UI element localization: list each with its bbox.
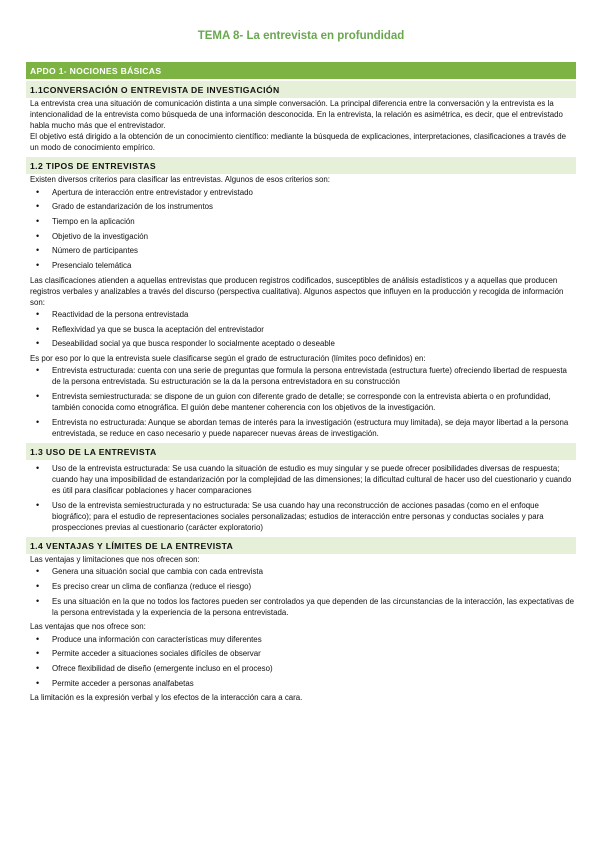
uses-list [26,463,576,533]
section-heading-1-4: 1.4 VENTAJAS Y LÍMITES DE LA ENTREVISTA [26,537,576,554]
list-item: • Presencialo telemática [26,260,576,271]
section-heading-1-3: 1.3 USO DE LA ENTREVISTA [26,443,576,460]
advantages-list [26,634,576,689]
apdo-header: APDO 1- NOCIONES BÁSICAS [26,62,576,79]
paragraph: Las clasificaciones atienden a aquellas entrevistas que producen registros codificados, susceptibles de análisis estadísticos y a aquellas que producen registros verbales y analizables a través del discurso (perspectiva cualitativa). Algunos aspectos que influyen en la producción y recogida de información son: [30,275,564,307]
list-item: • Entrevista semiestructurada: se dispone de un guion con diferente grado de detalle; se corresponde con la entrevista abierta o en profundidad, también conocida como etnográfica. El guión debe mantener coherencia con los objetivos de la investigación. [26,391,576,413]
document-title: TEMA 8- La entrevista en profundidad [197,30,405,42]
list-item: • Permite acceder a personas analfabetas [26,678,576,689]
section-heading-1-2: 1.2 TIPOS DE ENTREVISTAS [26,157,576,174]
list-item: • Grado de estandarización de los instrumentos [26,201,576,212]
list-item: • Apertura de interacción entre entrevistador y entrevistado [26,187,576,198]
paragraph: Las ventajas y limitaciones que nos ofrecen son: [30,555,200,565]
list-item: • Uso de la entrevista semiestructurada y no estructurada: Se usa cuando hay una reconstrucción de acciones pasadas (como en el enfoque biográfico); para el estudio de representaciones sociales personalizadas; estudios de interacción entre personas y conductas sociales y para prospecciones previas al cuestionario (carácter exploratorio) [26,500,576,533]
list-item: • Reactividad de la persona entrevistada [26,309,576,320]
list-item: • Número de participantes [26,245,576,256]
document-page [26,0,576,703]
list-item: • Es una situación en la que no todos los factores pueden ser controlados ya que dependen de las circunstancias de la interacción, las expectativas de la persona entrevistada y la experiencia de la persona entrevistada. [26,596,576,618]
list-item: • Tiempo en la aplicación [26,216,576,227]
section-heading-1-1: 1.1CONVERSACIÓN O ENTREVISTA DE INVESTIGACIÓN [26,81,576,98]
list-item: • Ofrece flexibilidad de diseño (emergente incluso en el proceso) [26,663,576,674]
aspects-list [26,309,576,349]
limits-list [26,566,576,618]
list-item: • Uso de la entrevista estructurada: Se usa cuando la situación de estudio es muy singular y se puede ofrecer posibilidades diversas de respuesta; cuando hay una imposibilidad de estandarización por la complejidad de las dimensiones; la dificultad cultural de hacer uso del cuestionario y cuando es útil para clasificar poblaciones y hacer comparaciones [26,463,576,496]
types-list [26,365,576,439]
paragraph: Es por eso por lo que la entrevista suele clasificarse según el grado de estructuración (límites poco definidos) en: [30,354,426,364]
paragraph: El objetivo está dirigido a la obtención de un conocimiento científico: mediante la búsqueda de explicaciones, interpretaciones, clasificaciones a través de un modo de conocimiento empírico. [30,132,567,153]
list-item: • Reflexividad ya que se busca la aceptación del entrevistador [26,324,576,335]
list-item: • Deseabilidad social ya que busca responder lo socialmente aceptado o deseable [26,338,576,349]
paragraph: Existen diversos criterios para clasificar las entrevistas. Algunos de esos criterios son: [30,175,330,185]
list-item: • Entrevista estructurada: cuenta con una serie de preguntas que formula la persona entrevistada (estructura fuerte) ofreciendo libertad de respuesta de la persona entrevistada. Su estructuración se la da la persona entrevistadora en su construcción [26,365,576,387]
paragraph: La entrevista crea una situación de comunicación distinta a una simple conversación. La principal diferencia entre la conversación y la entrevista es la intencionalidad de la entrevista como búsqueda de una información desconocida. En la entrevista, la relación es asimétrica, es decir, que el entrevistado habla mucho más que el entrevistador. [30,99,563,131]
list-item: • Permite acceder a situaciones sociales difíciles de observar [26,648,576,659]
criteria-list [26,187,576,272]
paragraph: La limitación es la expresión verbal y los efectos de la interacción cara a cara. [30,693,303,703]
list-item: • Entrevista no estructurada: Aunque se abordan temas de interés para la investigación (estructura muy limitada), se deja mayor libertad a la persona entrevistada, se reduce en caso necesario y puede naparecer nuevas áreas de investigación. [26,417,576,439]
list-item: • Genera una situación social que cambia con cada entrevista [26,566,576,577]
list-item: • Objetivo de la investigación [26,231,576,242]
list-item: • Produce una información con características muy diferentes [26,634,576,645]
list-item: • Es preciso crear un clima de confianza (reduce el riesgo) [26,581,576,592]
paragraph: Las ventajas que nos ofrece son: [30,622,146,632]
